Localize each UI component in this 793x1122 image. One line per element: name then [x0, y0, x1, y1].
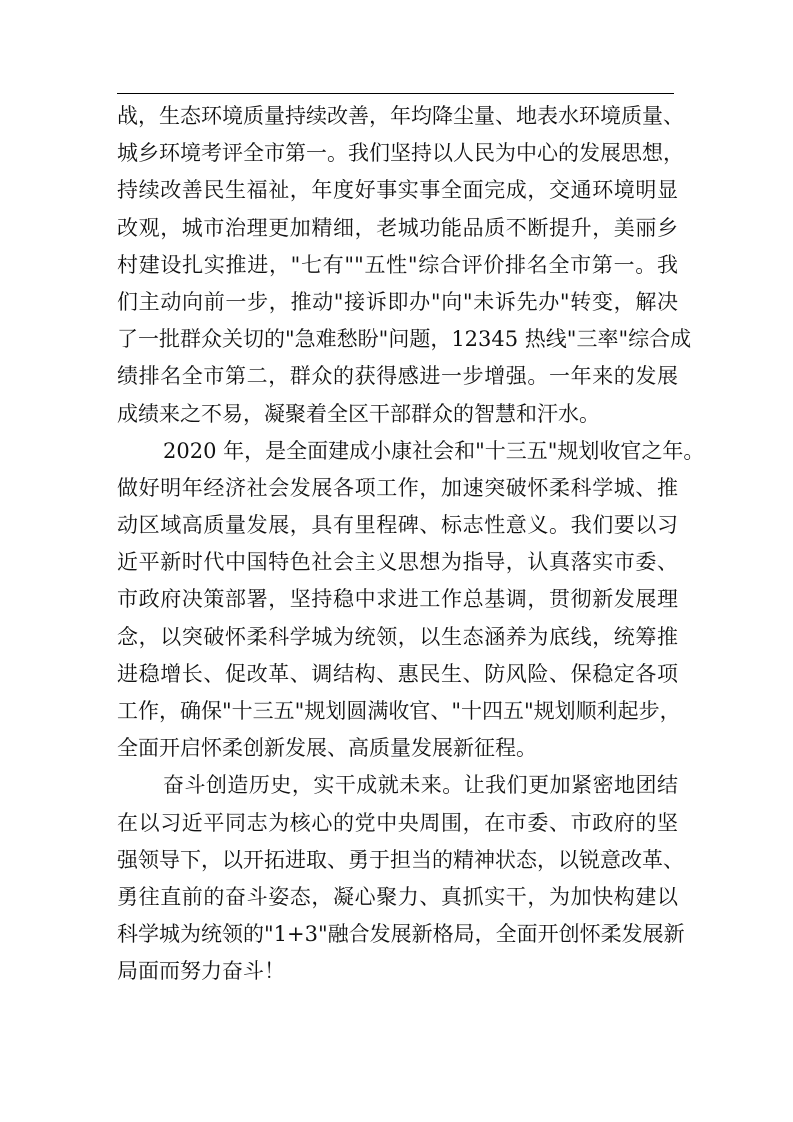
text-line: 强领导下，以开拓进取、勇于担当的精神状态，以锐意改革、 — [117, 847, 684, 872]
text-line: 成绩来之不易，凝聚着全区干部群众的智慧和汗水。 — [117, 401, 600, 426]
text-line: 在以习近平同志为核心的党中央周围，在市委、市政府的坚 — [117, 810, 678, 835]
text-line: 2020 年，是全面建成小康社会和"十三五"规划收官之年。 — [163, 438, 705, 463]
text-line: 绩排名全市第二，群众的获得感进一步增强。一年来的发展 — [117, 364, 678, 389]
text-line: 科学城为统领的"1+3"融合发展新格局，全面开创怀柔发展新 — [117, 922, 685, 947]
paragraph-3 — [117, 767, 685, 990]
text-line: 奋斗创造历史，实干成就未来。让我们更加紧密地团结 — [163, 773, 678, 798]
paragraph-1 — [117, 98, 692, 433]
text-line: 村建设扎实推进，"七有""五性"综合评价排名全市第一。我 — [117, 252, 678, 277]
text-line: 动区域高质量发展，具有里程碑、标志性意义。我们要以习 — [117, 513, 678, 538]
text-line: 们主动向前一步，推动"接诉即办"向"未诉先办"转变，解决 — [117, 289, 678, 314]
text-line: 改观，城市治理更加精细，老城功能品质不断提升，美丽乡 — [117, 215, 678, 240]
text-line: 战，生态环境质量持续改善，年均降尘量、地表水环境质量、 — [117, 104, 684, 128]
text-line: 城乡环境考评全市第一。我们坚持以人民为中心的发展思想， — [117, 141, 684, 166]
text-line: 全面开启怀柔创新发展、高质量发展新征程。 — [117, 736, 537, 761]
paragraph-2 — [117, 433, 705, 768]
header-rule — [117, 93, 674, 94]
text-line: 持续改善民生福祉，年度好事实事全面完成，交通环境明显 — [117, 178, 678, 203]
text-line: 近平新时代中国特色社会主义思想为指导，认真落实市委、 — [117, 550, 678, 575]
text-line: 做好明年经济社会发展各项工作，加速突破怀柔科学城、推 — [117, 475, 678, 500]
text-line: 念，以突破怀柔科学城为统领，以生态涵养为底线，统筹推 — [117, 624, 678, 649]
text-line: 局面而努力奋斗！ — [117, 959, 285, 984]
text-line: 工作，确保"十三五"规划圆满收官、"十四五"规划顺利起步， — [117, 699, 681, 723]
text-line: 市政府决策部署，坚持稳中求进工作总基调，贯彻新发展理 — [117, 587, 678, 612]
text-line: 勇往直前的奋斗姿态，凝心聚力、真抓实干，为加快构建以 — [117, 884, 678, 909]
text-line: 了一批群众关切的"急难愁盼"问题，12345 热线"三率"综合成 — [117, 327, 692, 352]
document-body — [117, 98, 705, 991]
text-line: 进稳增长、促改革、调结构、惠民生、防风险、保稳定各项 — [117, 661, 678, 686]
